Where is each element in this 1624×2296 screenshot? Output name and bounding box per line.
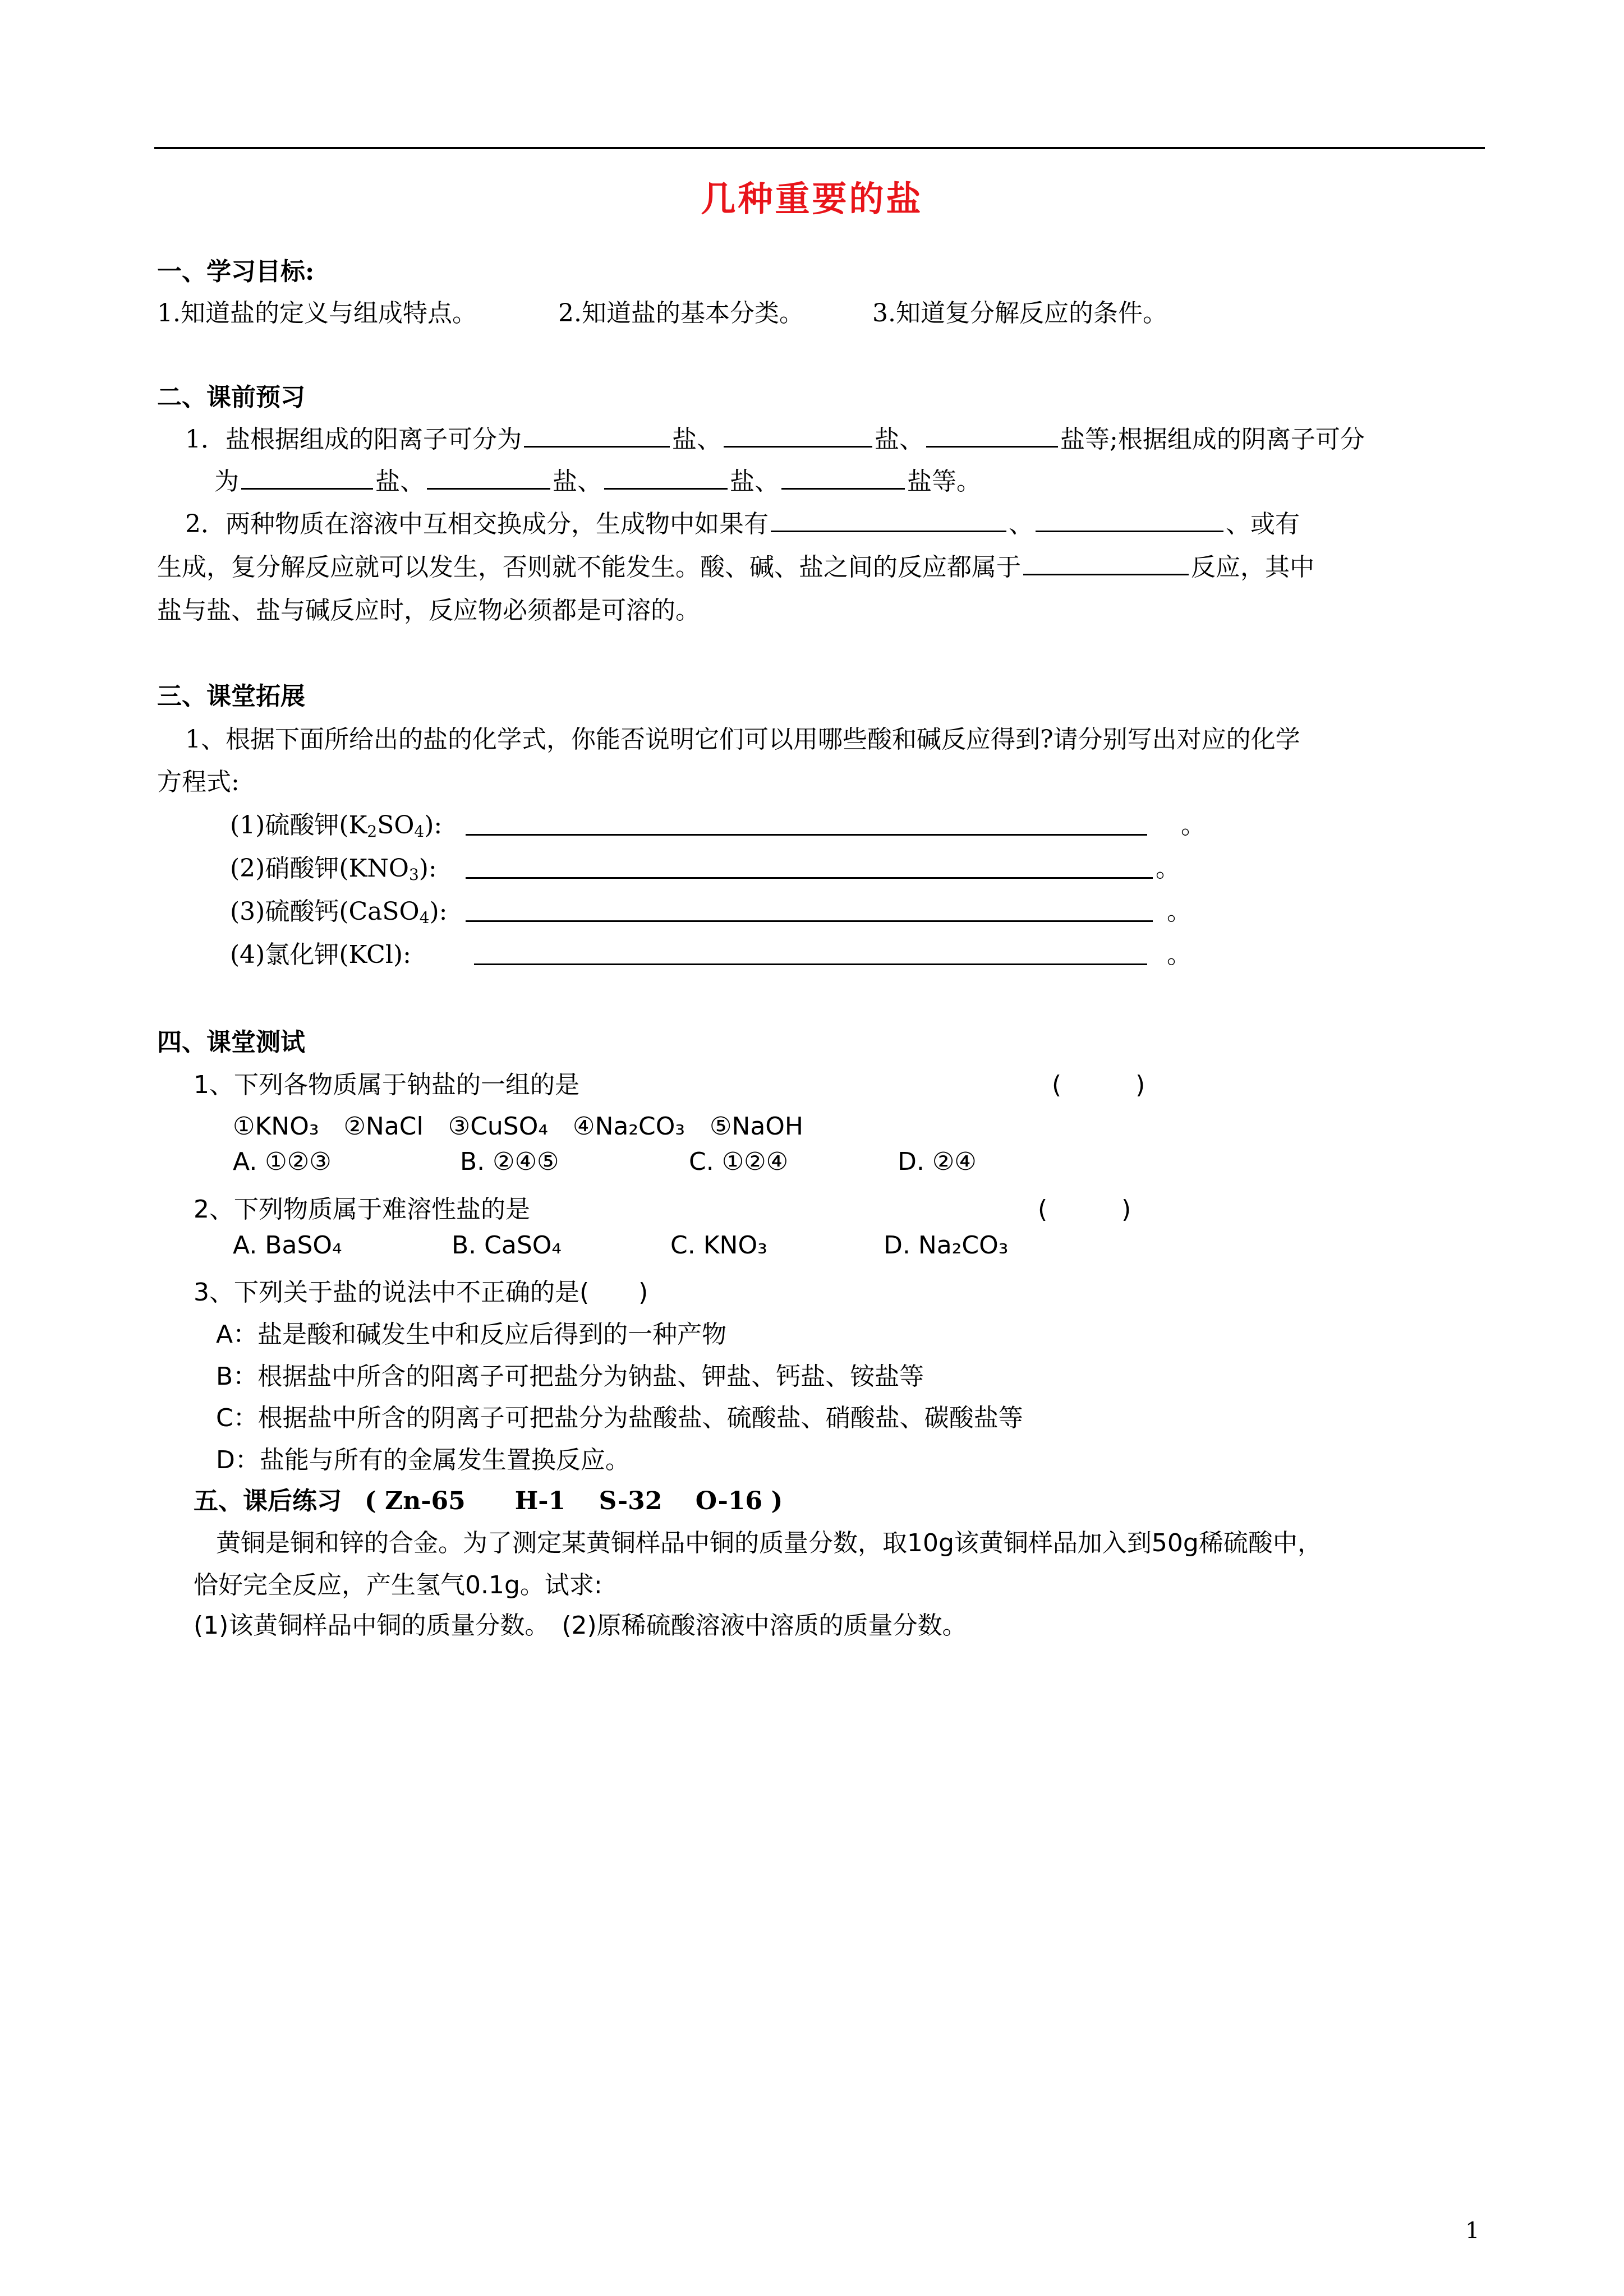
goal-3: 3.知道复分解反应的条件。	[872, 299, 1167, 328]
q2-text: 、	[1009, 510, 1033, 538]
homework-line1: 黄铜是铜和锌的合金。为了测定某黄铜样品中铜的质量分数，取10g该黄铜样品加入到50g稀硫酸中，	[216, 1529, 1322, 1557]
q1-text: 盐、	[672, 425, 721, 454]
blank[interactable]	[241, 467, 373, 490]
answer-line-1[interactable]	[466, 834, 1147, 836]
option-c[interactable]: C. KNO₃	[670, 1231, 767, 1260]
blank[interactable]	[524, 425, 670, 448]
q1-text: 盐、	[730, 467, 779, 496]
q1-text: 为	[214, 467, 239, 496]
test-q2: 2、下列物质属于难溶性盐的是	[194, 1195, 530, 1224]
test-q3: 3、下列关于盐的说法中不正确的是( )	[194, 1278, 648, 1307]
option-d[interactable]: D：盐能与所有的金属发生置换反应。	[216, 1446, 630, 1474]
answer-paren[interactable]: ( )	[1052, 1071, 1145, 1099]
option-b[interactable]: B：根据盐中所含的阳离子可把盐分为钠盐、钾盐、钙盐、铵盐等	[216, 1362, 924, 1391]
option-d[interactable]: D. ②④	[898, 1147, 977, 1176]
preview-q1-line2	[214, 461, 981, 497]
option-c[interactable]: C：根据盐中所含的阴离子可把盐分为盐酸盐、硫酸盐、硝酸盐、碳酸盐等	[216, 1404, 1023, 1432]
period: 。	[1167, 940, 1191, 969]
item-k2so4: (1)硫酸钾$(K_2SO_4)$:	[230, 811, 443, 841]
option-d[interactable]: D. Na₂CO₃	[884, 1231, 1009, 1260]
period: 。	[1181, 811, 1206, 840]
section4-heading: 四、课堂测试	[157, 1028, 305, 1057]
answer-line-3[interactable]	[466, 920, 1153, 922]
homework-line2: 恰好完全反应，产生氢气0.1g。试求:	[194, 1571, 602, 1599]
item-label: ):	[429, 897, 448, 926]
answer-paren[interactable]: ( )	[1038, 1195, 1131, 1224]
q1-text: 盐、	[875, 425, 924, 454]
test-q1-items: ①KNO₃ ②NaCl ③CuSO₄ ④Na₂CO₃ ⑤NaOH	[233, 1112, 804, 1141]
item-kcl: (4)氯化钾(KCl):	[230, 940, 411, 969]
homework-line3: (1)该黄铜样品中铜的质量分数。 (2)原稀硫酸溶液中溶质的质量分数。	[194, 1611, 967, 1640]
q1-text: 盐、	[553, 467, 602, 496]
item-kno3: (2)硝酸钾$(KNO_3)$:	[230, 854, 437, 884]
period: 。	[1167, 897, 1191, 926]
q1-text: 盐、	[375, 467, 425, 496]
q1-text: 1．盐根据组成的阳离子可分为	[185, 425, 522, 454]
item-label: (1)硫酸钾(K	[230, 811, 367, 840]
option-b[interactable]: B. ②④⑤	[460, 1147, 559, 1176]
test-q1: 1、下列各物质属于钠盐的一组的是	[194, 1071, 579, 1099]
extension-intro-line1: 1、根据下面所给出的盐的化学式，你能否说明它们可以用哪些酸和碱反应得到?请分别写出对应的化学	[185, 725, 1300, 754]
goal-1: 1.知道盐的定义与组成特点。	[157, 299, 477, 328]
blank[interactable]	[1036, 509, 1223, 532]
item-label: ):	[424, 811, 443, 840]
option-c[interactable]: C. ①②④	[689, 1147, 789, 1176]
section5-heading: 五、课后练习	[194, 1487, 342, 1515]
blank[interactable]	[427, 467, 550, 490]
q2-text: 反应，其中	[1191, 553, 1314, 582]
preview-q1-line1	[185, 419, 1365, 455]
section3-heading: 三、课堂拓展	[157, 682, 305, 711]
item-label: (3)硫酸钙(CaSO	[230, 897, 420, 926]
answer-line-2[interactable]	[466, 877, 1153, 879]
blank[interactable]	[1023, 552, 1189, 575]
blank[interactable]	[604, 467, 728, 490]
atomic-masses: ( Zn-65 H-1 S-32 O-16 )	[365, 1487, 783, 1515]
section2-heading: 二、课前预习	[157, 383, 305, 412]
section1-heading: 一、学习目标:	[157, 257, 315, 286]
extension-intro-line2: 方程式:	[157, 768, 240, 796]
preview-q2-line2	[157, 547, 1314, 583]
blank[interactable]	[724, 425, 872, 448]
item-label: SO	[377, 811, 415, 840]
blank[interactable]	[771, 509, 1006, 532]
q2-text: 生成，复分解反应就可以发生，否则就不能发生。酸、碱、盐之间的反应都属于	[157, 553, 1021, 582]
page-number: 1	[1465, 2218, 1480, 2244]
preview-q2-line1	[185, 504, 1300, 540]
q2-text: 2．两种物质在溶液中互相交换成分，生成物中如果有	[185, 510, 769, 538]
top-rule	[154, 147, 1485, 149]
blank[interactable]	[781, 467, 905, 490]
answer-line-4[interactable]	[474, 963, 1147, 965]
goal-2: 2.知道盐的基本分类。	[558, 299, 804, 328]
option-a[interactable]: A：盐是酸和碱发生中和反应后得到的一种产物	[216, 1320, 727, 1349]
page-title: 几种重要的盐	[701, 178, 923, 219]
item-label: ):	[418, 854, 437, 883]
q1-text: 盐等;根据组成的阴离子可分	[1060, 425, 1365, 454]
item-label: (2)硝酸钾(KNO	[230, 854, 409, 883]
preview-q2-line3: 盐与盐、盐与碱反应时，反应物必须都是可溶的。	[157, 596, 700, 625]
q2-text: 、或有	[1226, 510, 1300, 538]
item-caso4: (3)硫酸钙(CaSO$_4$):	[230, 897, 448, 927]
option-a[interactable]: A. ①②③	[233, 1147, 332, 1176]
option-a[interactable]: A. BaSO₄	[233, 1231, 342, 1260]
period: 。	[1156, 854, 1180, 883]
option-b[interactable]: B. CaSO₄	[452, 1231, 562, 1260]
q1-text: 盐等。	[907, 467, 981, 496]
blank[interactable]	[926, 425, 1058, 448]
